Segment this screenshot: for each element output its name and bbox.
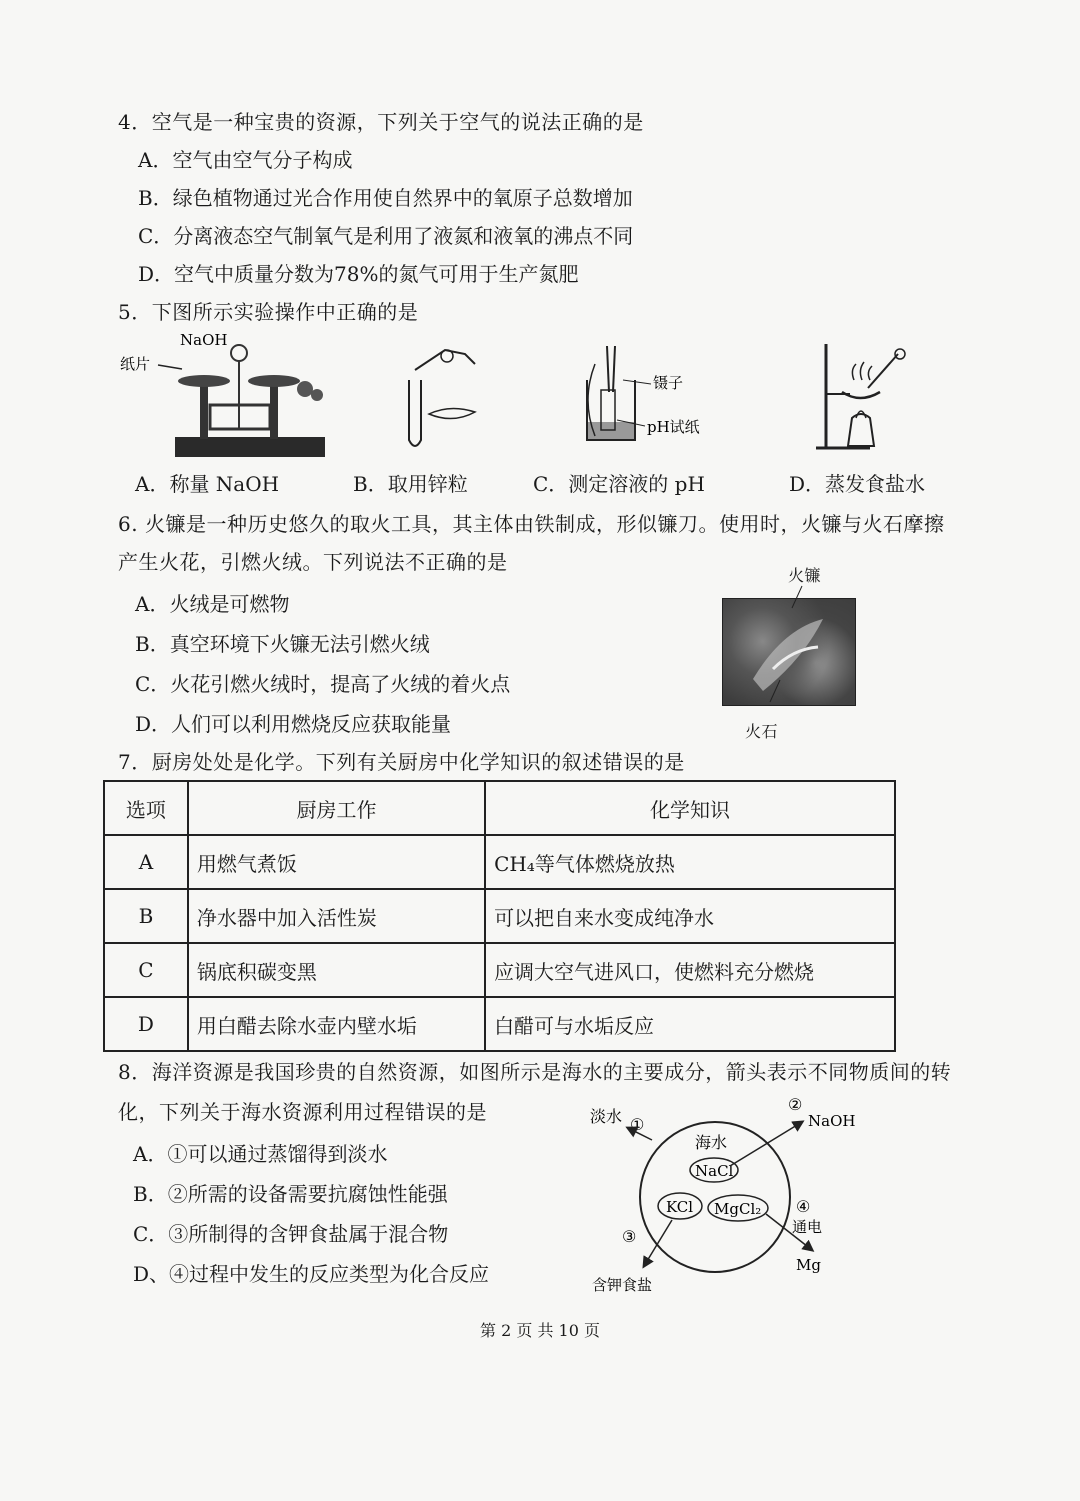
q8-option-c: C．③所制得的含钾食盐属于混合物 <box>133 1222 449 1246</box>
test-tube-figure <box>395 340 485 455</box>
q4-option-a: A．空气由空气分子构成 <box>138 148 353 172</box>
table-row <box>104 943 895 997</box>
step-3-marker: ③ <box>622 1227 637 1246</box>
balance-figure <box>120 325 330 465</box>
q5-option-a: A．称量 NaOH <box>135 472 280 496</box>
row-d-option: D <box>104 997 188 1051</box>
nacl-label: NaCl <box>695 1162 734 1180</box>
step-2-marker: ② <box>788 1095 803 1114</box>
kcl-label: KCl <box>666 1198 694 1216</box>
q7-stem: 7．厨房处处是化学。下列有关厨房中化学知识的叙述错误的是 <box>118 750 685 774</box>
tweezers-label: 镊子 <box>653 374 684 392</box>
naoh-label: NaOH <box>180 331 228 349</box>
q6-stem-line1: 6. 火镰是一种历史悠久的取火工具，其主体由铁制成，形似镰刀。使用时，火镰与火石摩擦 <box>118 512 945 536</box>
mgcl2-label: MgCl₂ <box>714 1200 762 1218</box>
row-a-option: A <box>104 835 188 889</box>
step-4-marker: ④ <box>796 1197 811 1216</box>
ph-test-figure <box>575 340 735 455</box>
q8-stem-line1: 8．海洋资源是我国珍贵的自然资源，如图所示是海水的主要成分，箭头表示不同物质间的转 <box>118 1060 952 1084</box>
mg-label: Mg <box>796 1256 821 1274</box>
q6-stem-line2: 产生火花，引燃火绒。下列说法不正确的是 <box>118 550 508 574</box>
row-d-knowledge: 白醋可与水垢反应 <box>485 997 895 1051</box>
header-option: 选项 <box>104 781 188 835</box>
row-c-knowledge: 应调大空气进风口，使燃料充分燃烧 <box>485 943 895 997</box>
naoh-product-label: NaOH <box>808 1112 856 1130</box>
row-b-work: 净水器中加入活性炭 <box>188 889 485 943</box>
header-chem-knowledge: 化学知识 <box>485 781 895 835</box>
seawater-diagram <box>580 1090 880 1300</box>
table-header-row <box>104 781 895 835</box>
huolian-label: 火镰 <box>788 566 822 585</box>
q6-option-c: C．火花引燃火绒时，提高了火绒的着火点 <box>135 672 511 696</box>
row-b-option: B <box>104 889 188 943</box>
page-footer: 第 2 页 共 10 页 <box>480 1321 600 1340</box>
q5-option-b: B．取用锌粒 <box>353 472 468 496</box>
q6-option-a: A．火绒是可燃物 <box>135 592 290 616</box>
q8-stem-line2: 化，下列关于海水资源利用过程错误的是 <box>118 1100 487 1124</box>
potassium-salt-label: 含钾食盐 <box>592 1276 653 1294</box>
q5-stem: 5．下图所示实验操作中正确的是 <box>118 300 419 324</box>
q6-option-b: B．真空环境下火镰无法引燃火绒 <box>135 632 430 656</box>
table-row <box>104 889 895 943</box>
q8-option-a: A．①可以通过蒸馏得到淡水 <box>133 1142 388 1166</box>
q4-option-c: C．分离液态空气制氧气是利用了液氮和液氧的沸点不同 <box>138 224 634 248</box>
q5-option-c: C．测定溶液的 pH <box>533 472 705 496</box>
fresh-water-label: 淡水 <box>590 1107 623 1126</box>
row-b-knowledge: 可以把自来水变成纯净水 <box>485 889 895 943</box>
row-d-work: 用白醋去除水壶内壁水垢 <box>188 997 485 1051</box>
table-row <box>104 997 895 1051</box>
row-c-work: 锅底积碳变黑 <box>188 943 485 997</box>
evaporation-figure <box>810 340 920 455</box>
electrolysis-label: 通电 <box>792 1218 823 1236</box>
q8-option-d: D、④过程中发生的反应类型为化合反应 <box>133 1262 490 1286</box>
table-row <box>104 835 895 889</box>
q4-option-d: D．空气中质量分数为78%的氮气可用于生产氮肥 <box>138 262 579 286</box>
q4-option-b: B．绿色植物通过光合作用使自然界中的氧原子总数增加 <box>138 186 633 210</box>
row-a-knowledge: CH₄等气体燃烧放热 <box>485 835 895 889</box>
huoshi-label: 火石 <box>745 722 779 741</box>
row-c-option: C <box>104 943 188 997</box>
q5-option-d: D．蒸发食盐水 <box>789 472 926 496</box>
kitchen-chemistry-table <box>103 780 896 1052</box>
q8-option-b: B．②所需的设备需要抗腐蚀性能强 <box>133 1182 448 1206</box>
q6-option-d: D．人们可以利用燃烧反应获取能量 <box>135 712 452 736</box>
seawater-label: 海水 <box>695 1133 728 1152</box>
ph-paper-label: pH试纸 <box>647 418 700 436</box>
step-1-marker: ① <box>630 1115 645 1134</box>
row-a-work: 用燃气煮饭 <box>188 835 485 889</box>
q4-stem: 4．空气是一种宝贵的资源，下列关于空气的说法正确的是 <box>118 110 644 134</box>
header-kitchen-work: 厨房工作 <box>188 781 485 835</box>
paper-label: 纸片 <box>120 355 151 373</box>
